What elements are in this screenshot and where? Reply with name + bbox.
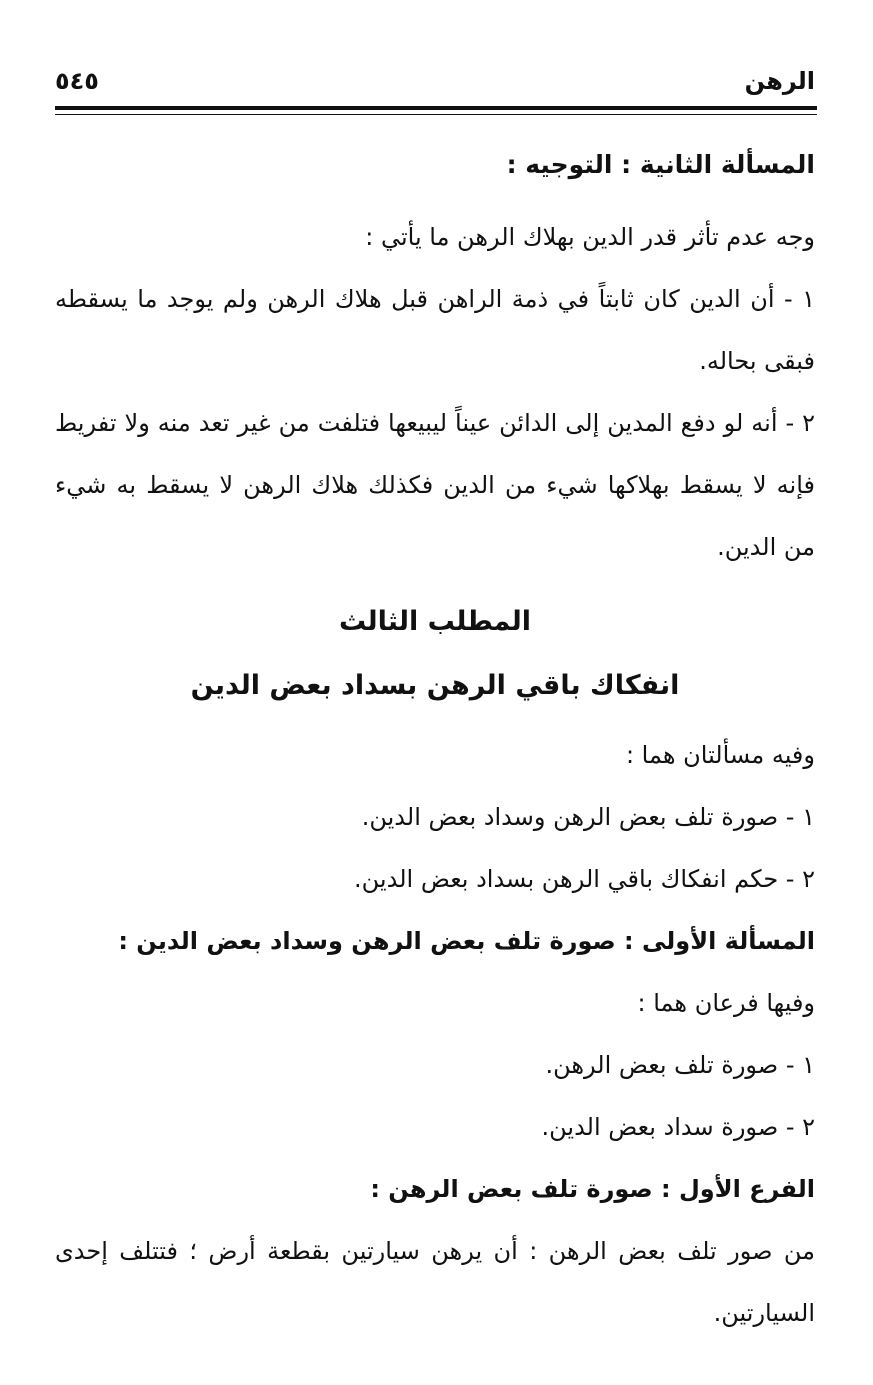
header-rule-thin xyxy=(55,114,817,115)
running-title: الرهن xyxy=(744,67,815,95)
branch-one-heading: الفرع الأول : صورة تلف بعض الرهن : xyxy=(370,1175,815,1203)
section-intro: وفيه مسألتان هما : xyxy=(625,741,815,769)
header-rule-thick xyxy=(55,106,817,110)
page-header xyxy=(55,66,815,96)
section-item-one: ١ - صورة تلف بعض الرهن وسداد بعض الدين. xyxy=(361,803,815,831)
section-title: المطلب الثالث xyxy=(338,606,532,637)
section-item-two: ٢ - حكم انفكاك باقي الرهن بسداد بعض الدين. xyxy=(354,865,815,893)
issue-two-point-one: ١ - أن الدين كان ثابتاً في ذمة الراهن قبل هلاك الرهن ولم يوجد ما يسقطه فبقى بحاله. xyxy=(55,285,815,375)
issue-two-point-two: ٢ - أنه لو دفع المدين إلى الدائن عيناً ليبيعها فتلفت من غير تعد منه ولا تفريط فإنه لا يسقط بهلاكها شيء من الدين فكذلك هلاك الرهن لا يسقط به شيء من الدين. xyxy=(55,409,815,561)
page-number: ٥٤٥ xyxy=(55,67,99,95)
issue-one-intro: وفيها فرعان هما : xyxy=(637,989,815,1017)
issue-one-heading: المسألة الأولى : صورة تلف بعض الرهن وسداد بعض الدين : xyxy=(118,927,815,955)
branch-one-text: من صور تلف بعض الرهن : أن يرهن سيارتين بقطعة أرض ؛ فتتلف إحدى السيارتين. xyxy=(55,1237,815,1327)
issue-two-intro: وجه عدم تأثر قدر الدين بهلاك الرهن ما يأتي : xyxy=(365,223,815,251)
issue-one-item-two: ٢ - صورة سداد بعض الدين. xyxy=(541,1113,815,1141)
issue-two-heading: المسألة الثانية : التوجيه : xyxy=(506,150,815,179)
page-content xyxy=(55,140,815,1344)
issue-one-item-one: ١ - صورة تلف بعض الرهن. xyxy=(545,1051,815,1079)
section-subtitle: انفكاك باقي الرهن بسداد بعض الدين xyxy=(190,670,680,701)
